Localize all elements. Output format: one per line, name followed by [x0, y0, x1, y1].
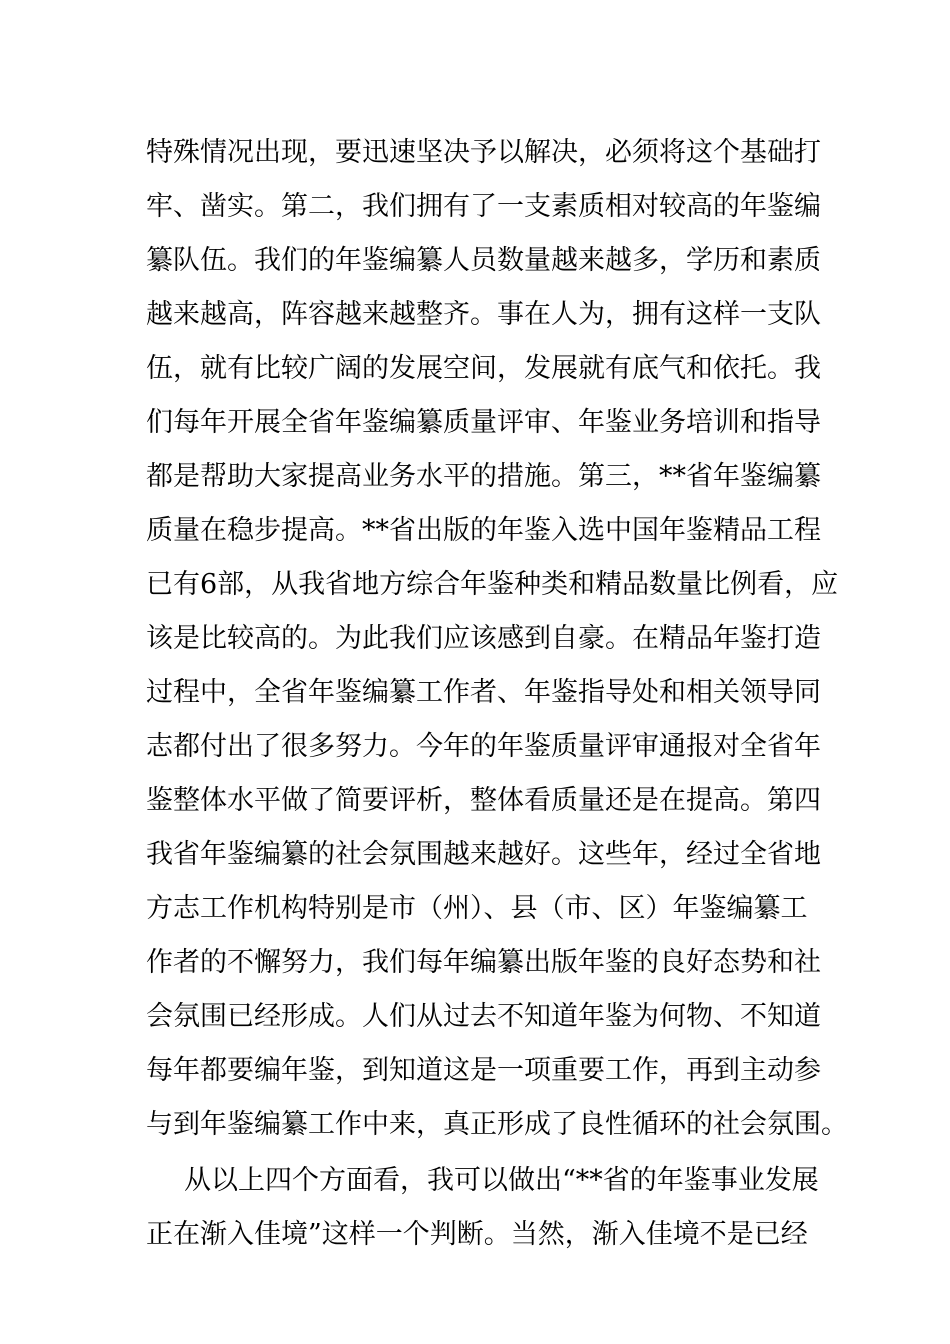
text-line: 作者的不懈努力，我们每年编纂出版年鉴的良好态势和社	[146, 947, 821, 978]
text-line: 会氛围已经形成。人们从过去不知道年鉴为何物、不知道	[146, 1001, 821, 1032]
text-line: 都是帮助大家提高业务水平的措施。第三，**省年鉴编纂	[146, 461, 821, 492]
text-line: 正在渐入佳境”这样一个判断。当然，渐入佳境不是已经	[146, 1219, 808, 1250]
text-line: 我省年鉴编纂的社会氛围越来越好。这些年，经过全省地	[146, 839, 821, 870]
text-line: 质量在稳步提高。**省出版的年鉴入选中国年鉴精品工程	[146, 515, 821, 546]
text-line: 鉴整体水平做了简要评析，整体看质量还是在提高。第四	[146, 785, 821, 816]
text-line: 已有6部，从我省地方综合年鉴种类和精品数量比例看，应	[146, 569, 839, 600]
text-line: 与到年鉴编纂工作中来，真正形成了良性循环的社会氛围。	[146, 1109, 848, 1140]
text-line: 纂队伍。我们的年鉴编纂人员数量越来越多，学历和素质	[146, 245, 821, 276]
text-line: 方志工作机构特别是市（州）、县（市、区）年鉴编纂工	[146, 893, 808, 924]
text-line: 牢、凿实。第二，我们拥有了一支素质相对较高的年鉴编	[146, 191, 821, 222]
text-line: 过程中，全省年鉴编纂工作者、年鉴指导处和相关领导同	[146, 677, 821, 708]
text-line: 该是比较高的。为此我们应该感到自豪。在精品年鉴打造	[146, 623, 821, 654]
text-line: 特殊情况出现，要迅速坚决予以解决，必须将这个基础打	[146, 137, 821, 168]
text-line: 志都付出了很多努力。今年的年鉴质量评审通报对全省年	[146, 731, 821, 762]
text-line: 伍，就有比较广阔的发展空间，发展就有底气和依托。我	[146, 353, 821, 384]
paragraph-first-line: 从以上四个方面看，我可以做出“**省的年鉴事业发展	[184, 1165, 819, 1196]
text-line: 每年都要编年鉴，到知道这是一项重要工作，再到主动参	[146, 1055, 821, 1086]
text-line: 越来越高，阵容越来越整齐。事在人为，拥有这样一支队	[146, 299, 821, 330]
text-line: 们每年开展全省年鉴编纂质量评审、年鉴业务培训和指导	[146, 407, 821, 438]
